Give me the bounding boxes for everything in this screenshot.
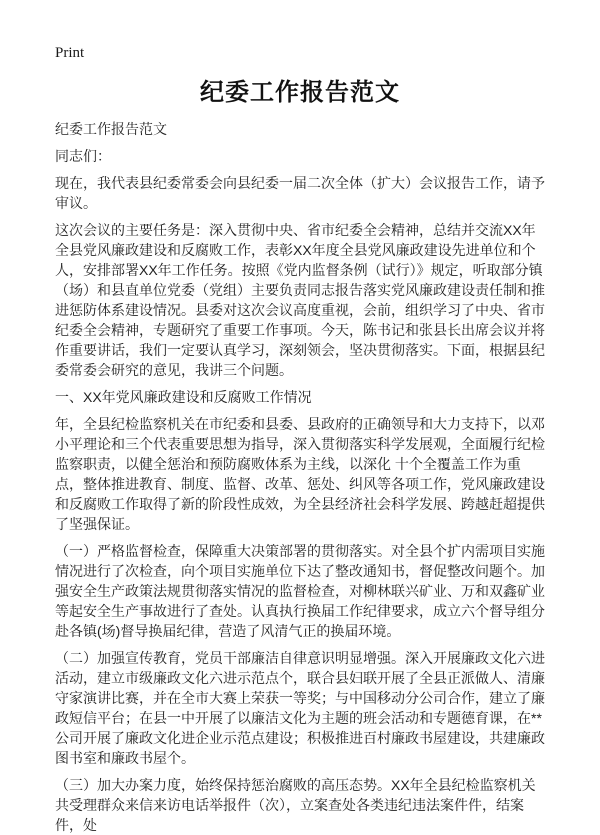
body-paragraph: 这次会议的主要任务是：深入贯彻中央、省市纪委全会精神，总结并交流XX年全县党风廉政建设和反腐败工作，表彰XX年度全县党风廉政建设先进单位和个人，安排部署XX年工作任务。按照《党内监督条例（试行）》规定，听取部分镇（场）和县直单位党委（党组）主要负责同志报告落实党风廉政建设责任制和推进惩防体系建设情况。县委对这次会议高度重视，会前，组织学习了中央、省市纪委全会精神，专题研究了重要工作事项。今天，陈书记和张县长出席会议并将作重要讲话，我们一定要认真学习，深刻领会，坚决贯彻落实。下面，根据县纪委常委会研究的意见，我讲三个问题。: [55, 222, 545, 378]
section-paragraph-item-3: （三）加大办案力度，始终保持惩治腐败的高压态势。XX年全县纪检监察机关共受理群众来信来访电话举报件（次），立案查处各类违纪违法案件件，结案件，处: [55, 777, 536, 833]
section-paragraph: 年，全县纪检监察机关在市纪委和县委、县政府的正确领导和大力支持下，以邓小平理论和三个代表重要思想为指导，深入贯彻落实科学发展观，全面履行纪检监察职责，以健全惩治和预防腐败体系为主线，以深化 十个全覆盖工作为重点，整体推进教育、制度、监督、改革、惩处、纠风等各项工作，党风廉政建设和反腐败工作取得了新的阶段性成效，为全县经济社会科学发展、跨越赶超提供了坚强保证。: [55, 416, 545, 532]
body-paragraph: 现在，我代表县纪委常委会向县纪委一届二次全体（扩大）会议报告工作，请予审议。: [55, 175, 545, 211]
salutation: 同志们：: [55, 148, 111, 164]
page-title: 纪委工作报告范文: [200, 79, 400, 106]
print-button[interactable]: Print: [55, 45, 85, 61]
document-subtitle: 纪委工作报告范文: [55, 121, 167, 137]
section-heading-1: 一、XX年党风廉政建设和反腐败工作情况: [55, 389, 312, 405]
section-paragraph-item-1: （一）严格监督检查，保障重大决策部署的贯彻落实。对全县个扩内需项目实施情况进行了次检查，向个项目实施单位下达了整改通知书，督促整改问题个。加强安全生产政策法规贯彻落实情况的监督检查，对柳林联兴矿业、万和双鑫矿业等起安全生产事故进行了查处。认真执行换届工作纪律要求，成立六个督导组分赴各镇(场)督导换届纪律，营造了风清气正的换届环境。: [55, 543, 545, 639]
section-paragraph-item-2: （二）加强宣传教育，党员干部廉洁自律意识明显增强。深入开展廉政文化六进活动，建立市级廉政文化六进示范点个，联合县妇联开展了全县正派做人、清廉守家演讲比赛，并在全市大赛上荣获一等奖；与中国移动分公司合作，建立了廉政短信平台；在县一中开展了以廉洁文化为主题的班会活动和专题德育课，在**公司开展了廉政文化进企业示范点建设；积极推进百村廉政书屋建设，共建廉政图书室和廉政书屋个。: [55, 650, 545, 766]
